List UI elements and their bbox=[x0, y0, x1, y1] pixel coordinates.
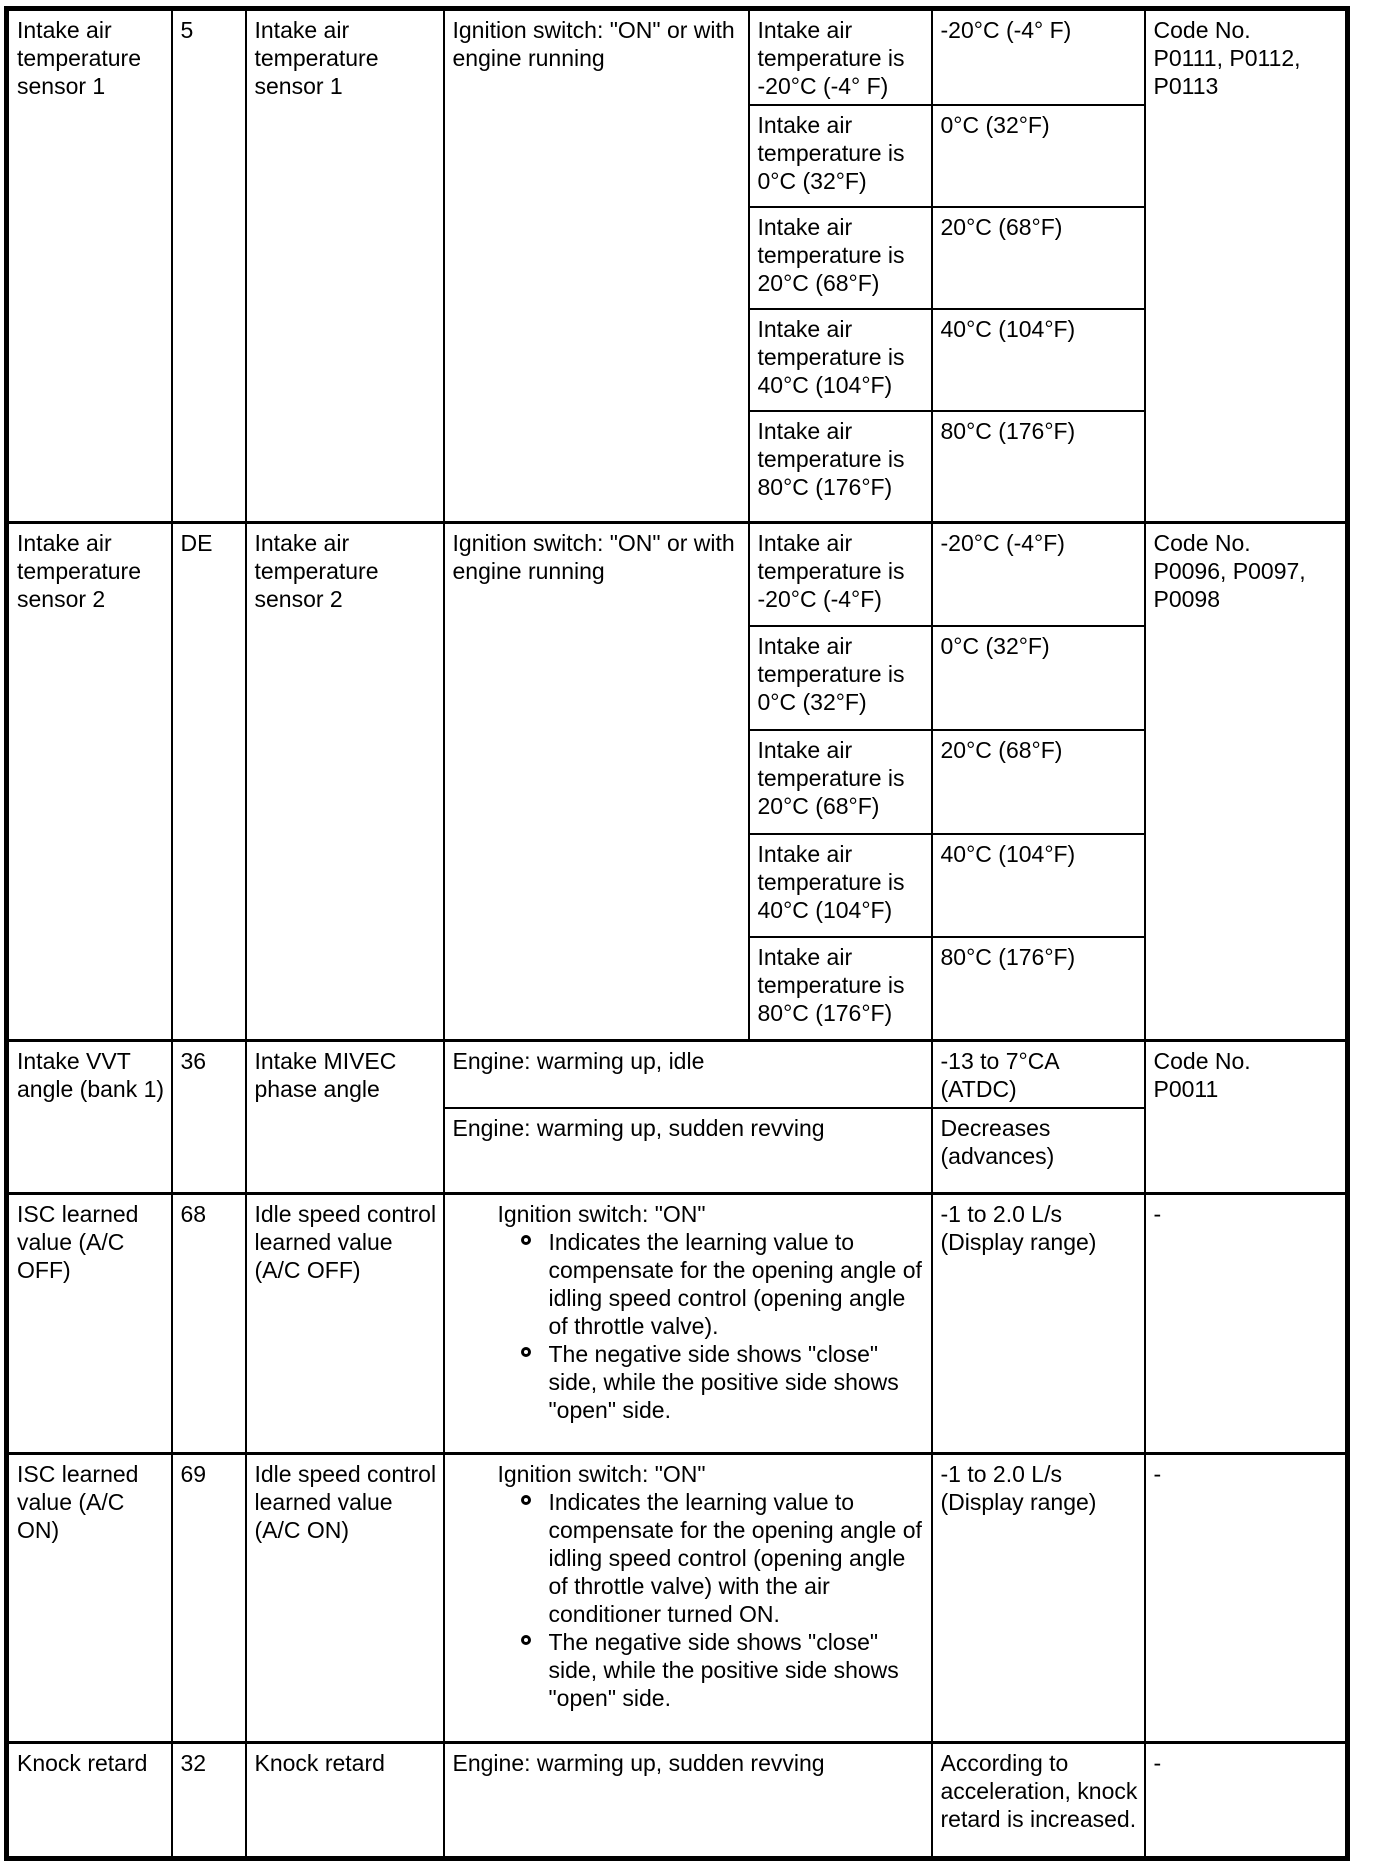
requirement-bullet-text: Indicates the learning value to compensate for the opening angle of idling speed control (opening angle of throttle valve) with the air conditioner turned ON. bbox=[548, 1489, 922, 1627]
requirement-bullet-item bbox=[453, 1340, 925, 1424]
requirement-cell: Engine: warming up, idle bbox=[444, 1040, 932, 1108]
item-number-cell: 68 bbox=[172, 1194, 246, 1454]
condition-cell: Intake air temperature is 20°C (68°F) bbox=[749, 207, 932, 309]
requirement-bullet-item bbox=[453, 1488, 925, 1628]
value-cell: -13 to 7°CA (ATDC) bbox=[932, 1040, 1145, 1108]
requirement-head: Ignition switch: "ON" bbox=[497, 1461, 706, 1487]
requirement-head: Ignition switch: "ON" bbox=[497, 1201, 706, 1227]
code-cell bbox=[1145, 1040, 1348, 1194]
value-cell: 40°C (104°F) bbox=[932, 309, 1145, 411]
value-cell: 40°C (104°F) bbox=[932, 834, 1145, 937]
code-numbers: P0011 bbox=[1153, 1075, 1219, 1102]
check-name-cell: Intake air temperature sensor 1 bbox=[246, 9, 444, 523]
value-cell: According to acceleration, knock retard is increased. bbox=[932, 1743, 1145, 1859]
requirement-cell: Ignition switch: "ON" or with engine running bbox=[444, 9, 749, 523]
condition-cell: Intake air temperature is 80°C (176°F) bbox=[749, 937, 932, 1040]
circle-bullet-icon bbox=[521, 1235, 531, 1245]
condition-cell: Intake air temperature is 0°C (32°F) bbox=[749, 105, 932, 207]
check-name-cell: Knock retard bbox=[246, 1743, 444, 1859]
circle-bullet-icon bbox=[521, 1495, 531, 1505]
code-numbers: P0096, P0097, P0098 bbox=[1153, 557, 1306, 612]
code-numbers: P0111, P0112, P0113 bbox=[1153, 45, 1301, 99]
code-cell bbox=[1145, 1743, 1348, 1859]
circle-bullet-icon bbox=[521, 1347, 531, 1357]
requirement-bullet-text: Indicates the learning value to compensate for the opening angle of idling speed control (opening angle of throttle valve). bbox=[548, 1229, 922, 1339]
condition-cell: Intake air temperature is 40°C (104°F) bbox=[749, 309, 932, 411]
item-number-cell: 5 bbox=[172, 9, 246, 523]
condition-cell: Intake air temperature is 0°C (32°F) bbox=[749, 626, 932, 730]
value-cell: Decreases (advances) bbox=[932, 1108, 1145, 1194]
check-name-cell: Idle speed control learned value (A/C ON) bbox=[246, 1454, 444, 1743]
code-label: - bbox=[1153, 1201, 1162, 1227]
code-cell bbox=[1145, 9, 1348, 523]
value-cell: 80°C (176°F) bbox=[932, 411, 1145, 522]
item-cell: Intake VVT angle (bank 1) bbox=[7, 1040, 172, 1194]
code-label: - bbox=[1153, 1750, 1162, 1776]
requirement-cell: Engine: warming up, sudden revving bbox=[444, 1108, 932, 1194]
value-cell: -20°C (-4° F) bbox=[932, 9, 1145, 106]
item-cell: ISC learned value (A/C OFF) bbox=[7, 1194, 172, 1454]
code-cell bbox=[1145, 522, 1348, 1040]
value-cell: -20°C (-4°F) bbox=[932, 522, 1145, 626]
item-cell: Intake air temperature sensor 1 bbox=[7, 9, 172, 523]
requirement-bullet-item bbox=[453, 1228, 925, 1340]
requirement-bullet-text: The negative side shows "close" side, while the positive side shows "open" side. bbox=[548, 1341, 899, 1423]
requirement-cell: Ignition switch: "ON" or with engine running bbox=[444, 522, 749, 1040]
requirement-bullet-text: The negative side shows "close" side, while the positive side shows "open" side. bbox=[548, 1629, 899, 1711]
item-number-cell: DE bbox=[172, 522, 246, 1040]
code-cell bbox=[1145, 1454, 1348, 1743]
condition-cell: Intake air temperature is -20°C (-4°F) bbox=[749, 522, 932, 626]
value-cell: 80°C (176°F) bbox=[932, 937, 1145, 1040]
requirement-cell bbox=[444, 1194, 932, 1454]
code-label: - bbox=[1153, 1461, 1162, 1487]
code-label: Code No. bbox=[1153, 17, 1251, 43]
condition-cell: Intake air temperature is 40°C (104°F) bbox=[749, 834, 932, 937]
value-cell: 0°C (32°F) bbox=[932, 626, 1145, 730]
item-cell: Intake air temperature sensor 2 bbox=[7, 522, 172, 1040]
item-cell: Knock retard bbox=[7, 1743, 172, 1859]
circle-bullet-icon bbox=[521, 1635, 531, 1645]
check-name-cell: Intake MIVEC phase angle bbox=[246, 1040, 444, 1194]
value-cell: -1 to 2.0 L/s (Display range) bbox=[932, 1454, 1145, 1743]
value-cell: 0°C (32°F) bbox=[932, 105, 1145, 207]
requirement-cell: Engine: warming up, sudden revving bbox=[444, 1743, 932, 1859]
code-label: Code No. bbox=[1153, 529, 1251, 556]
item-number-cell: 32 bbox=[172, 1743, 246, 1859]
requirement-cell bbox=[444, 1454, 932, 1743]
item-number-cell: 36 bbox=[172, 1040, 246, 1194]
code-label: Code No. bbox=[1153, 1047, 1251, 1074]
code-cell bbox=[1145, 1194, 1348, 1454]
condition-cell: Intake air temperature is 20°C (68°F) bbox=[749, 730, 932, 834]
check-name-cell: Idle speed control learned value (A/C OFF) bbox=[246, 1194, 444, 1454]
item-number-cell: 69 bbox=[172, 1454, 246, 1743]
value-cell: 20°C (68°F) bbox=[932, 207, 1145, 309]
condition-cell: Intake air temperature is -20°C (-4° F) bbox=[749, 9, 932, 106]
item-cell: ISC learned value (A/C ON) bbox=[7, 1454, 172, 1743]
value-cell: 20°C (68°F) bbox=[932, 730, 1145, 834]
condition-cell: Intake air temperature is 80°C (176°F) bbox=[749, 411, 932, 522]
requirement-bullet-item bbox=[453, 1628, 925, 1712]
check-name-cell: Intake air temperature sensor 2 bbox=[246, 522, 444, 1040]
value-cell: -1 to 2.0 L/s (Display range) bbox=[932, 1194, 1145, 1454]
data-list-table bbox=[4, 6, 1350, 1861]
